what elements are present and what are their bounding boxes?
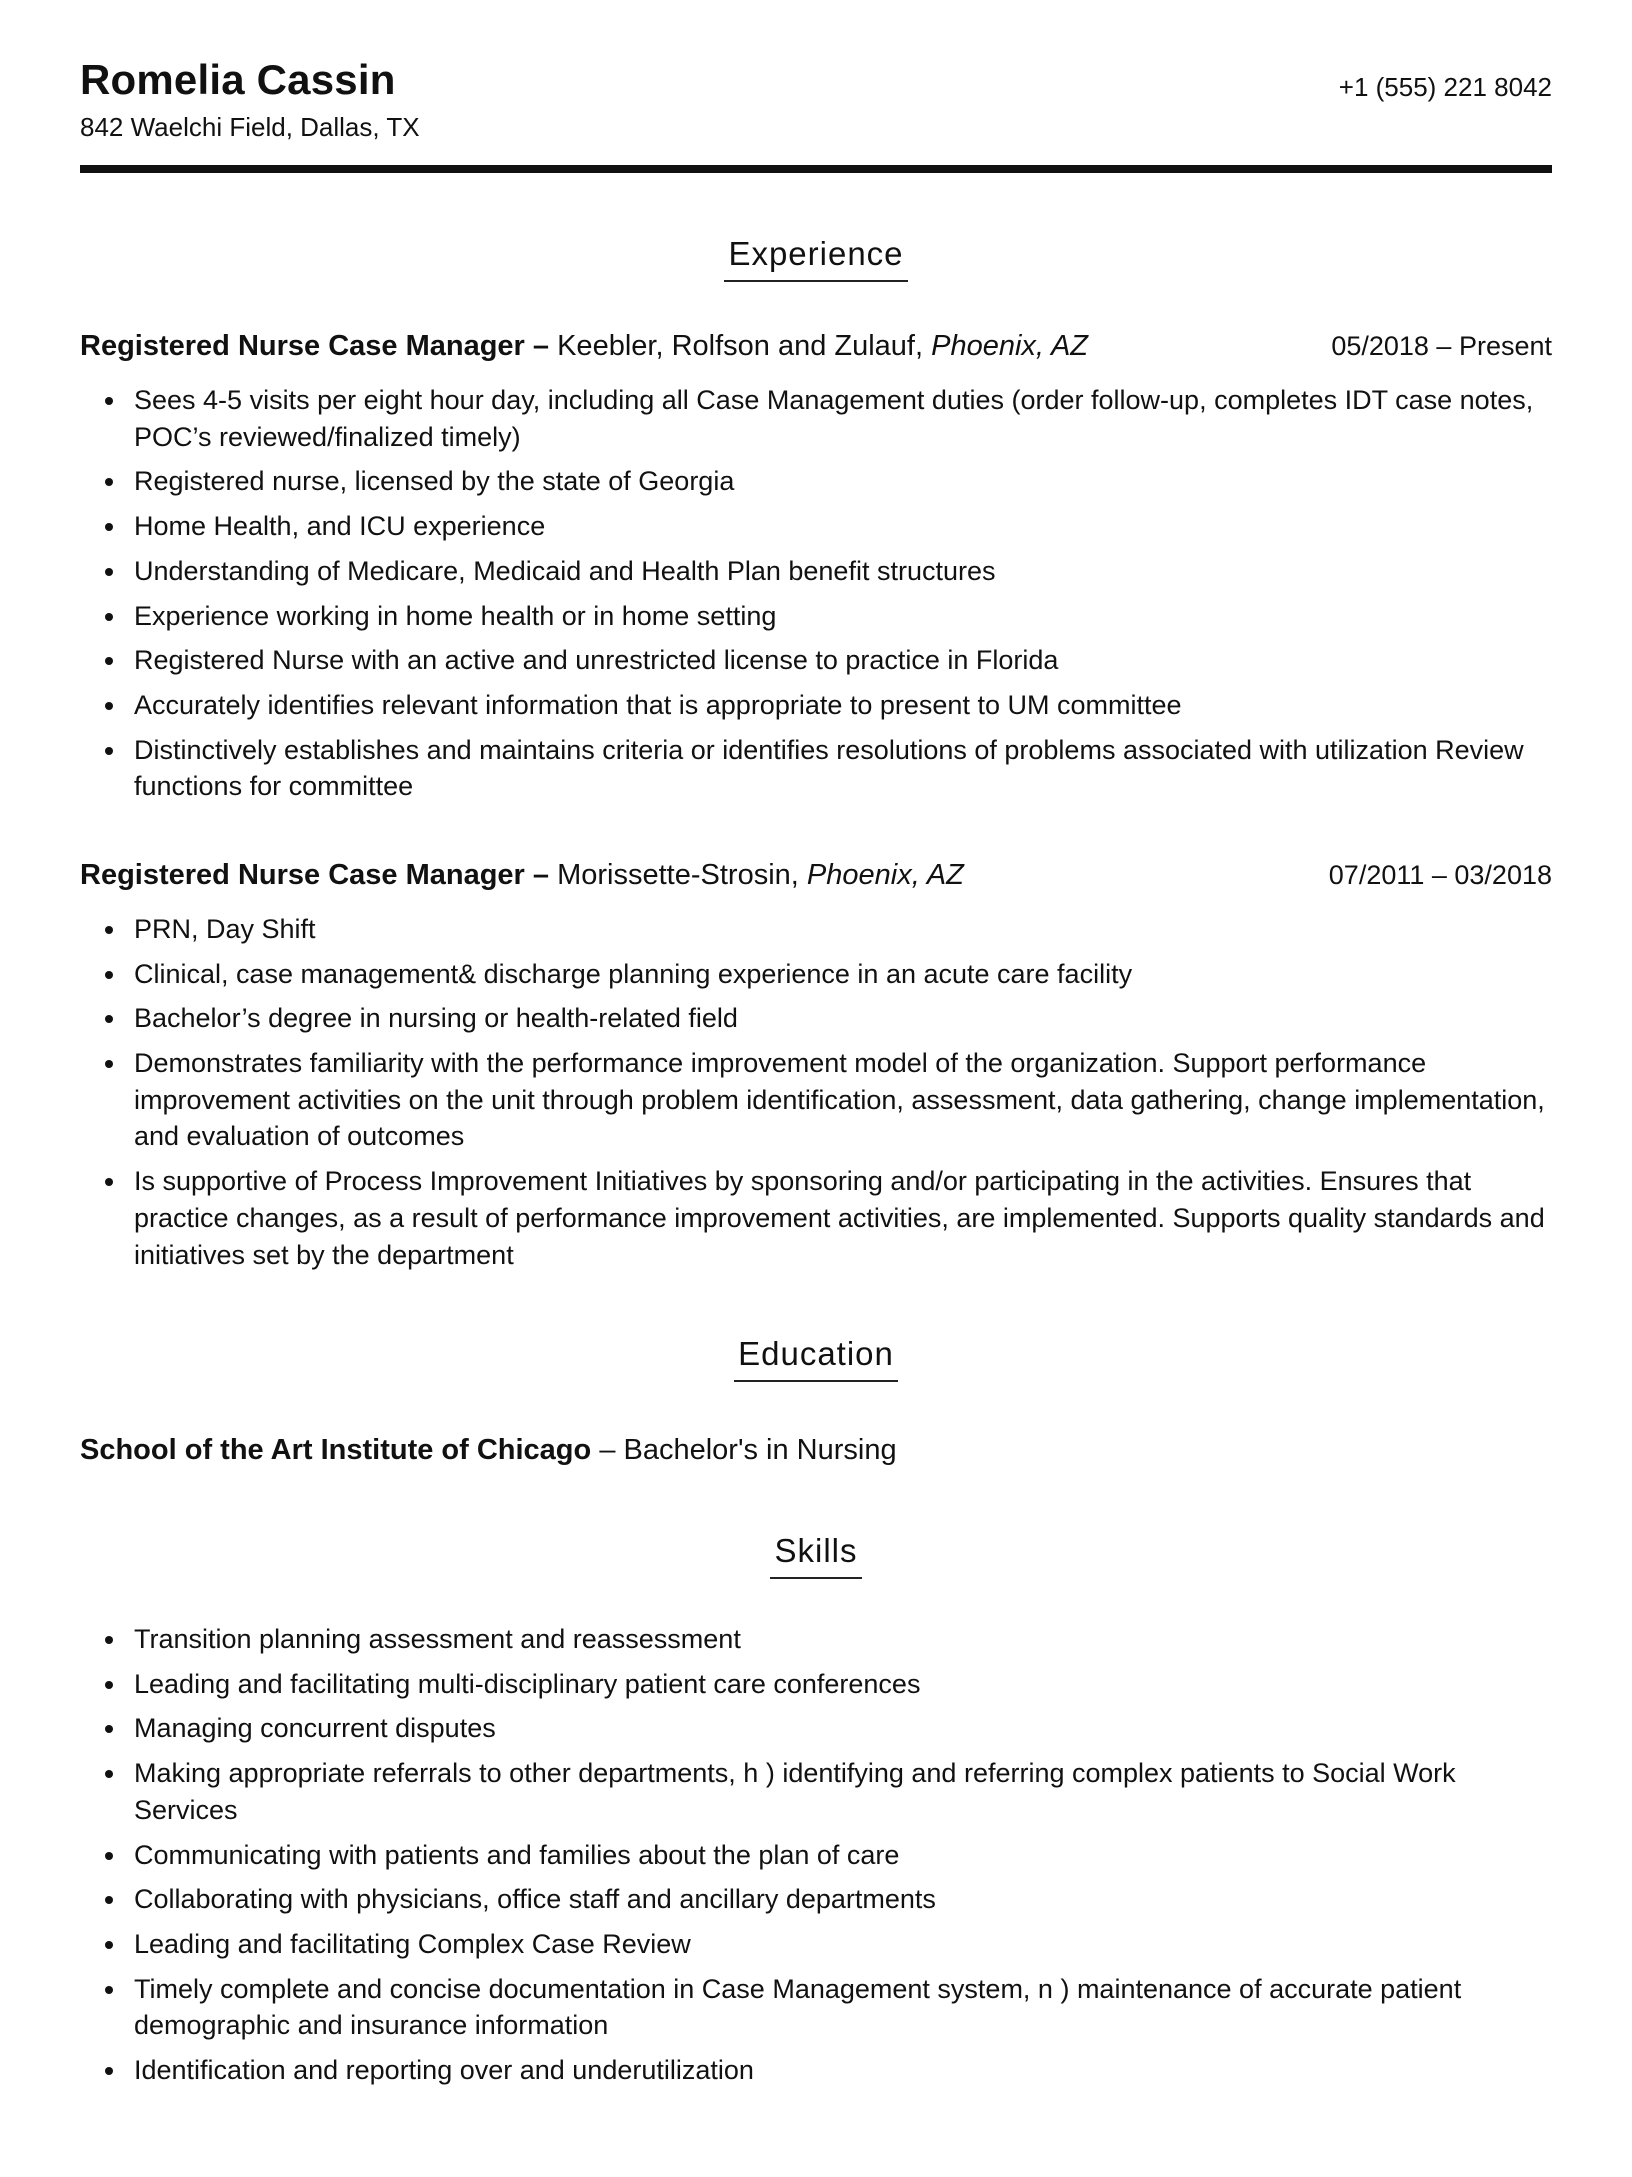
job-title [80,328,1088,366]
experience-heading-wrap [80,235,1552,282]
skills-bullet-list [80,1621,1552,2089]
bullet-item: • Distinctively establishes and maintains criteria or identifies resolutions of problems associated with utilization Review functions for committee [128,732,1552,805]
skills-heading: Skills [770,1532,861,1579]
experience-heading: Experience [724,235,907,282]
job-title [80,857,964,895]
skills-heading-wrap [80,1532,1552,1579]
bullet-item: • Collaborating with physicians, office staff and ancillary departments [128,1881,1552,1918]
job-entry-2 [80,857,1552,1273]
job-bullet-list [80,382,1552,805]
education-heading: Education [734,1335,898,1382]
education-school: School of the Art Institute of Chicago [80,1434,592,1467]
bullet-item: • PRN, Day Shift [128,911,1552,948]
bullet-item: • Registered Nurse with an active and unrestricted license to practice in Florida [128,642,1552,679]
bullet-item: • Registered nurse, licensed by the state of Georgia [128,463,1552,500]
bullet-item: • Leading and facilitating multi-disciplinary patient care conferences [128,1666,1552,1703]
bullet-item: • Transition planning assessment and reassessment [128,1621,1552,1658]
education-degree: – Bachelor's in Nursing [599,1434,897,1467]
bullet-item: • Demonstrates familiarity with the performance improvement model of the organization. Support performance improvement activities on the unit through problem identification, assessment, data gathering, change implementation, and evaluation of outcomes [128,1045,1552,1155]
bullet-item: • Experience working in home health or in home setting [128,598,1552,635]
job-company: Keebler, Rolfson and Zulauf, [557,330,924,363]
bullet-item: • Communicating with patients and families about the plan of care [128,1837,1552,1874]
bullet-item: • Identification and reporting over and underutilization [128,2052,1552,2089]
bullet-item: • Understanding of Medicare, Medicaid and Health Plan benefit structures [128,553,1552,590]
job-header [80,857,1552,895]
candidate-address: 842 Waelchi Field, Dallas, TX [80,112,420,143]
job-role: Registered Nurse Case Manager – [80,859,550,892]
education-heading-wrap [80,1335,1552,1382]
header-divider [80,165,1552,173]
experience-section [80,235,1552,1273]
bullet-item: • Timely complete and concise documentation in Case Management system, n ) maintenance of accurate patient demographic and insurance information [128,1971,1552,2044]
resume-header [80,56,1552,143]
job-bullet-list [80,911,1552,1273]
header-identity [80,56,420,143]
job-location: Phoenix, AZ [806,859,964,892]
bullet-item: • Managing concurrent disputes [128,1710,1552,1747]
bullet-item: • Leading and facilitating Complex Case Review [128,1926,1552,1963]
bullet-item: • Bachelor’s degree in nursing or health-related field [128,1000,1552,1037]
job-company: Morissette-Strosin, [557,859,799,892]
skills-section [80,1532,1552,2089]
job-header [80,328,1552,366]
bullet-item: • Home Health, and ICU experience [128,508,1552,545]
bullet-item: • Is supportive of Process Improvement Initiatives by sponsoring and/or participating in the activities. Ensures that practice changes, as a result of performance improvement activities, are implemented. Supports quality standards and initiatives set by the department [128,1163,1552,1273]
job-dates: 05/2018 – Present [1331,331,1552,362]
bullet-item: • Sees 4-5 visits per eight hour day, including all Case Management duties (order follow-up, completes IDT case notes, POC’s reviewed/finalized timely) [128,382,1552,455]
education-entry [80,1432,1552,1470]
job-dates: 07/2011 – 03/2018 [1328,860,1552,891]
candidate-phone: +1 (555) 221 8042 [1338,72,1552,102]
job-entry-1 [80,328,1552,805]
bullet-item: • Accurately identifies relevant information that is appropriate to present to UM committee [128,687,1552,724]
job-location: Phoenix, AZ [931,330,1089,363]
candidate-name: Romelia Cassin [80,56,396,103]
job-role: Registered Nurse Case Manager – [80,330,550,363]
bullet-item: • Making appropriate referrals to other departments, h ) identifying and referring complex patients to Social Work Services [128,1755,1552,1828]
education-section [80,1335,1552,1470]
bullet-item: • Clinical, case management& discharge planning experience in an acute care facility [128,956,1552,993]
